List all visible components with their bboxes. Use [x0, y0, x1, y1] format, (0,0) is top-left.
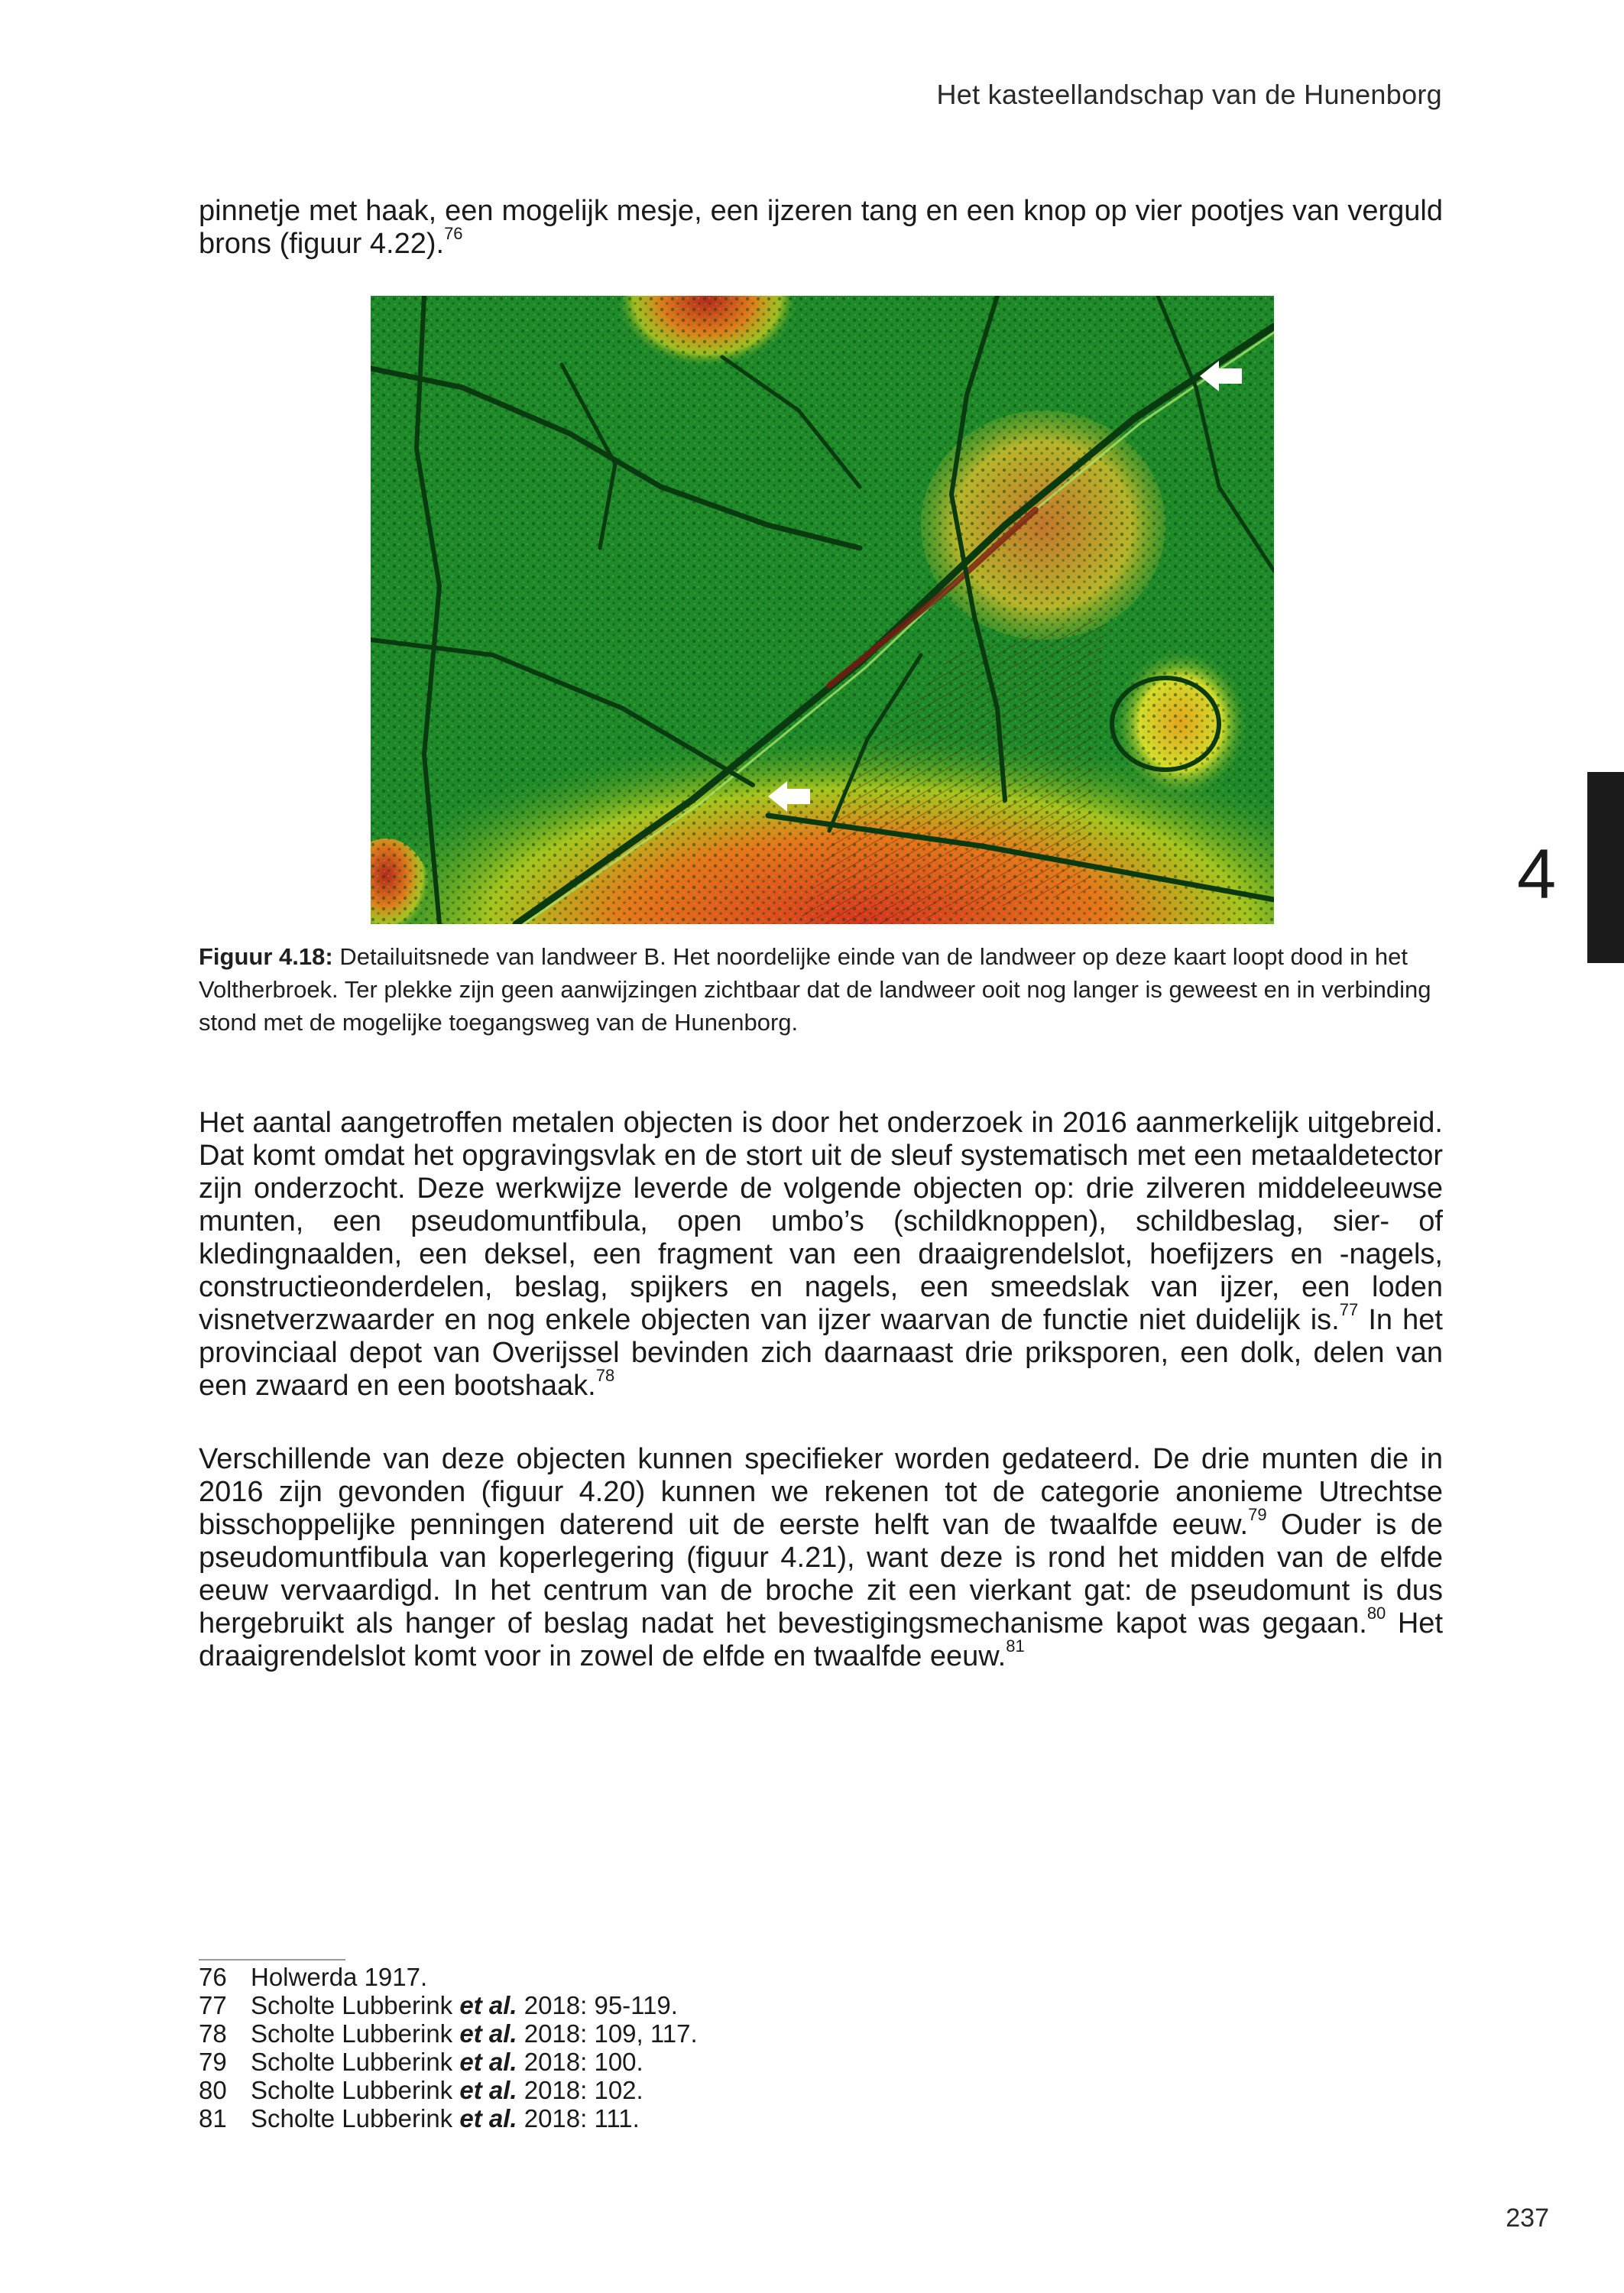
running-header: Het kasteellandschap van de Hunenborg — [936, 79, 1442, 110]
footnote-number: 79 — [199, 2048, 227, 2076]
footnote-ref[interactable]: 76 — [444, 224, 463, 244]
terrain-texture — [371, 296, 1274, 924]
body-paragraph — [199, 1107, 1443, 1403]
footnote-number: 80 — [199, 2076, 227, 2104]
body-paragraph — [199, 195, 1443, 261]
footnote-list — [199, 1963, 1116, 2132]
footnote-ref[interactable]: 78 — [595, 1366, 615, 1386]
footnote-text: Scholte Lubberink et al. 2018: 100. — [251, 2048, 643, 2076]
footnote-item — [199, 1991, 1116, 2019]
footnote-ref[interactable]: 79 — [1248, 1505, 1267, 1525]
footnote-item — [199, 2048, 1116, 2076]
footnote-ref[interactable]: 81 — [1006, 1636, 1025, 1656]
footnote-text: Scholte Lubberink et al. 2018: 111. — [251, 2104, 640, 2132]
footnote-item — [199, 1963, 1116, 1991]
paragraph-text: Ouder is de pseudomuntfibula van koperlegering (figuur 4.21), want deze is rond het midden van de elfde eeuw vervaardigd. In het centrum van de broche zit een vierkant gat: de pseudomunt is dus hergebruikt als hanger of beslag nadat het bevestigingsmechanisme kapot was gegaan. — [199, 1509, 1443, 1639]
figure-label: Figuur 4.18: — [199, 943, 333, 970]
page-number: 237 — [1506, 2204, 1549, 2233]
paragraph-text: In het provinciaal depot van Overijssel bevinden zich daarnaast drie priksporen, een dolk, delen van een zwaard en een bootshaak. — [199, 1304, 1443, 1402]
paragraph-text: Het aantal aangetroffen metalen objecten is door het onderzoek in 2016 aanmerkelijk uitgebreid. Dat komt omdat het opgravingsvlak en de stort uit de sleuf systematisch met een metaaldetector zijn onderzocht. Deze werkwijze leverde de volgende objecten op: drie zilveren middeleeuwse munten, een pseudomuntfibula, open umbo’s (schildknoppen), schildbeslag, sier- of kledingnaalden, een deksel, een fragment van een draaigrendelslot, hoefijzers en -nagels, constructieonderdelen, beslag, spijkers en nagels, een smeedslak van ijzer, een loden visnetverzwaarder en nog enkele objecten van ijzer waarvan de functie niet duidelijk is. — [199, 1107, 1443, 1336]
body-paragraph — [199, 1443, 1443, 1673]
footnote-number: 81 — [199, 2104, 227, 2132]
paragraph-text: Het draaigrendelslot komt voor in zowel de elfde en twaalfde eeuw. — [199, 1607, 1443, 1672]
footnote-text: Scholte Lubberink et al. 2018: 95-119. — [251, 1991, 678, 2019]
footnote-item — [199, 2019, 1116, 2048]
chapter-number: 4 — [1517, 835, 1557, 913]
footnote-text: Scholte Lubberink et al. 2018: 102. — [251, 2076, 643, 2104]
footnote-divider — [199, 1959, 345, 1961]
footnote-item — [199, 2104, 1116, 2132]
footnote-text: Scholte Lubberink et al. 2018: 109, 117. — [251, 2019, 698, 2048]
chapter-tab — [1587, 772, 1624, 963]
figure-caption — [199, 940, 1443, 1039]
footnote-number: 77 — [199, 1991, 227, 2019]
paragraph-text: Verschillende van deze objecten kunnen specifieker worden gedateerd. De drie munten die in 2016 zijn gevonden (figuur 4.20) kunnen we rekenen tot de categorie anonieme Utrechtse bisschoppelijke penningen daterend uit de eerste helft van de twaalfde eeuw. — [199, 1443, 1443, 1541]
footnote-ref[interactable]: 80 — [1366, 1604, 1386, 1623]
footnote-item — [199, 2076, 1116, 2104]
lidar-elevation-map — [371, 296, 1274, 924]
footnote-ref[interactable]: 77 — [1339, 1300, 1359, 1320]
figure-caption-text: Detailuitsnede van landweer B. Het noordelijke einde van de landweer op deze kaart loopt dood in het Voltherbroek. Ter plekke zijn geen aanwijzingen zichtbaar dat de landweer ooit nog langer is geweest en in verbinding stond met de mogelijke toegangsweg van de Hunenborg. — [199, 943, 1431, 1036]
paragraph-text: pinnetje met haak, een mogelijk mesje, een ijzeren tang en een knop op vier pootjes van verguld brons (figuur 4.22). — [199, 195, 1443, 260]
footnote-number: 78 — [199, 2019, 227, 2048]
footnote-number: 76 — [199, 1963, 227, 1991]
footnote-text: Holwerda 1917. — [251, 1963, 428, 1991]
